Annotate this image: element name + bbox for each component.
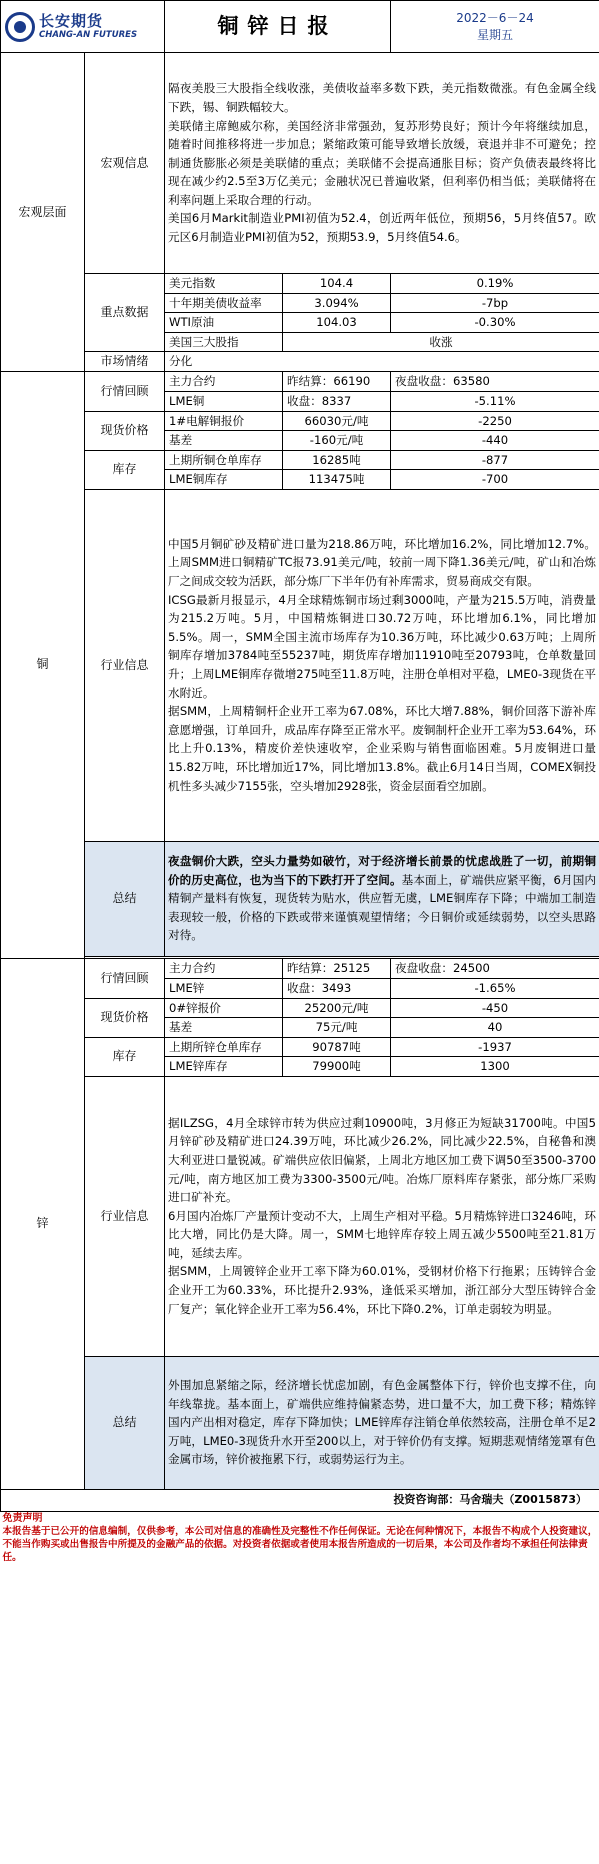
- disclaimer-block: [1, 1511, 599, 1564]
- copper-lme-stock-name: LME铜库存: [165, 470, 283, 490]
- zinc-industry-row: [1, 1076, 599, 1356]
- zinc-night-close: 夜盘收盘：24500: [391, 958, 599, 978]
- company-logo-icon: [5, 12, 35, 42]
- copper-spot-row: [1, 411, 599, 431]
- zinc-section-label: 锌: [1, 958, 85, 1489]
- zinc-shfe-stock-name: 上期所锌仓单库存: [165, 1037, 283, 1057]
- consultant-row: [1, 1489, 599, 1511]
- zinc-basis-value: 75元/吨: [283, 1018, 391, 1038]
- copper-summary-text: [165, 841, 599, 956]
- key-data-name: 美元指数: [165, 274, 283, 294]
- copper-summary-label: 总结: [85, 841, 165, 956]
- copper-summary-rest: 基本面上，矿端供应紧平衡，6月国内精铜产量料有恢复，现货转为贴水，供应暂无虞，LME铜库存下降；中端加工制造表现较一般，价格的下跌或带来谨慎观望情绪；今日铜价或延续弱势，以空头思路对待。: [168, 872, 596, 943]
- zinc-summary-text: 外围加息紧缩之际，经济增长忧虑加剧，有色金属整体下行，锌价也支撑不住，向年线靠拢。基本面上，矿端供应维持偏紧态势，进口量不大，加工费下移；精炼锌国内产出相对稳定，库存下降加快；LME锌库存注销仓单依然较高，注册仓单不足2万吨，LME0-3现货升水开至200以上，对于锌价仍有支撑。短期悲观情绪笼罩有色金属市场，锌价被拖累下行，或弱势运行为主。: [165, 1356, 599, 1489]
- copper-shfe-stock-name: 上期所铜仓单库存: [165, 450, 283, 470]
- macro-info-p2: 美联储主席鲍威尔称，美国经济非常强劲，复苏形势良好；预计今年将继续加息，随着时间推移将进一步加息；紧缩政策可能导致增长放缓，衰退并非不可避免；控制通货膨胀必须是美联储的重点；美联储不会提高通胀目标；资产负债表最终将比现在减少约2.5至3万亿美元；金融状况已普遍收紧，但利率仍相当低；美联储将在利率问题上采取合理的行动。: [168, 118, 596, 207]
- key-data-value: 收涨: [283, 332, 599, 352]
- zinc-lme-stock-change: 1300: [391, 1057, 599, 1077]
- key-data-name: WTI原油: [165, 313, 283, 333]
- key-data-change: -7bp: [391, 293, 599, 313]
- copper-section-label: 铜: [1, 371, 85, 958]
- zinc-industry-label: 行业信息: [85, 1076, 165, 1356]
- copper-spot-price: 66030元/吨: [283, 411, 391, 431]
- report-title: 铜锌日报: [165, 1, 391, 53]
- copper-review-label: 行情回顾: [85, 371, 165, 411]
- market-mood-value: 分化: [165, 352, 599, 372]
- zinc-summary-row: [1, 1356, 599, 1489]
- macro-info-text: [165, 53, 599, 274]
- disclaimer-title: 免责声明: [2, 1512, 43, 1524]
- copper-lme-stock-change: -700: [391, 470, 599, 490]
- consultant-info: 投资咨询部：马舍瑞夫（Z0015873）: [1, 1489, 599, 1511]
- market-mood-row: [1, 352, 599, 372]
- zinc-lme-name: LME锌: [165, 978, 283, 998]
- report-weekday: 星期五: [476, 27, 513, 42]
- copper-lme-close: 收盘：8337: [283, 391, 391, 411]
- copper-lme-change: -5.11%: [391, 391, 599, 411]
- copper-industry-p2: ICSG最新月报显示，4月全球精炼铜市场过剩3000吨，产量为215.5万吨，消费量为215.2万吨。5月，中国精炼铜进口30.72万吨，环比增加6.1%，同比增加5.5%。周一，SMM全国主流市场库存为10.36万吨，环比减少0.63万吨；上周所铜库存增加3784吨至55237吨，期货库存增加11910吨至20793吨，仓单数量回升；上周LME铜库存微增275吨至11.8万吨，注册仓单相对平稳，LME0-3现货在平水附近。: [168, 592, 596, 700]
- copper-basis-change: -440: [391, 431, 599, 451]
- zinc-stock-row: [1, 1037, 599, 1057]
- zinc-lme-close: 收盘：3493: [283, 978, 391, 998]
- zinc-spot-name: 0#锌报价: [165, 998, 283, 1018]
- zinc-lme-stock-name: LME锌库存: [165, 1057, 283, 1077]
- disclaimer-row: [1, 1511, 599, 1564]
- copper-industry-text: [165, 489, 599, 841]
- copper-night-close: 夜盘收盘：63580: [391, 371, 599, 391]
- key-data-change: -0.30%: [391, 313, 599, 333]
- zinc-spot-row: [1, 998, 599, 1018]
- company-name-cn: 长安期货: [39, 12, 104, 30]
- key-data-label: 重点数据: [85, 274, 165, 352]
- copper-summary-row: [1, 841, 599, 956]
- copper-shfe-stock-value: 16285吨: [283, 450, 391, 470]
- copper-summary-bold: 夜盘铜价大跌，空头力量势如破竹，对于经济增长前景的忧虑战胜了一切，前期铜价的历史高位，也为当下的下跌打开了空间。: [168, 854, 596, 887]
- key-data-value: 3.094%: [283, 293, 391, 313]
- zinc-main-contract: 主力合约: [165, 958, 283, 978]
- zinc-shfe-stock-change: -1937: [391, 1037, 599, 1057]
- company-name-en: CHANG-AN FUTURES: [39, 30, 138, 40]
- zinc-lme-change: -1.65%: [391, 978, 599, 998]
- copper-shfe-stock-change: -877: [391, 450, 599, 470]
- zinc-shfe-stock-value: 90787吨: [283, 1037, 391, 1057]
- zinc-stock-label: 库存: [85, 1037, 165, 1076]
- zinc-lme-stock-value: 79900吨: [283, 1057, 391, 1077]
- copper-basis-name: 基差: [165, 431, 283, 451]
- macro-info-row: [1, 53, 599, 274]
- zinc-summary-label: 总结: [85, 1356, 165, 1489]
- zinc-industry-text: [165, 1076, 599, 1356]
- disclaimer-text: 本报告基于已公开的信息编制，仅供参考，本公司对信息的准确性及完整性不作任何保证。无论在何种情况下，本报告不构成个人投资建议，不能当作购买或出售报告中所提及的金融产品的依据。对投资者依据或者使用本报告所造成的一切后果，本公司及作者均不承担任何法律责任。: [2, 1525, 598, 1563]
- macro-info-label: 宏观信息: [85, 53, 165, 274]
- copper-lme-stock-value: 113475吨: [283, 470, 391, 490]
- zinc-spot-change: -450: [391, 998, 599, 1018]
- zinc-spot-price: 25200元/吨: [283, 998, 391, 1018]
- copper-lme-name: LME铜: [165, 391, 283, 411]
- key-data-change: 0.19%: [391, 274, 599, 294]
- key-data-value: 104.03: [283, 313, 391, 333]
- copper-review-row: [1, 371, 599, 391]
- copper-industry-row: [1, 489, 599, 841]
- zinc-review-label: 行情回顾: [85, 958, 165, 998]
- zinc-industry-p2: 6月国内冶炼厂产量预计变动不大，上周生产相对平稳。5月精炼锌进口3246吨，环比大增，同比仍是大降。周一，SMM七地锌库存较上周五减少5500吨至21.81万吨，延续去库。: [168, 1208, 596, 1260]
- copper-industry-label: 行业信息: [85, 489, 165, 841]
- macro-info-p3: 美国6月Markit制造业PMI初值为52.4，创近两年低位，预期56，5月终值57。欧元区6月制造业PMI初值为52，预期53.9，5月终值54.6。: [168, 211, 596, 245]
- copper-main-contract: 主力合约: [165, 371, 283, 391]
- zinc-spot-label: 现货价格: [85, 998, 165, 1037]
- report-header: [1, 1, 599, 53]
- copper-spot-label: 现货价格: [85, 411, 165, 450]
- report-date: 2022－6－24: [456, 10, 534, 25]
- key-data-value: 104.4: [283, 274, 391, 294]
- macro-info-p1: 隔夜美股三大股指全线收涨，美债收益率多数下跌，美元指数微涨。有色金属全线下跌，锡、铜跌幅较大。: [168, 81, 596, 114]
- key-data-name: 十年期美债收益率: [165, 293, 283, 313]
- company-logo: [1, 2, 164, 52]
- copper-stock-row: [1, 450, 599, 470]
- key-data-name: 美国三大股指: [165, 332, 283, 352]
- zinc-basis-name: 基差: [165, 1018, 283, 1038]
- copper-stock-label: 库存: [85, 450, 165, 489]
- copper-basis-value: -160元/吨: [283, 431, 391, 451]
- market-mood-label: 市场情绪: [85, 352, 165, 372]
- copper-spot-change: -2250: [391, 411, 599, 431]
- zinc-basis-change: 40: [391, 1018, 599, 1038]
- key-data-row: [1, 274, 599, 294]
- copper-spot-name: 1#电解铜报价: [165, 411, 283, 431]
- report-date-cell: [391, 1, 599, 53]
- macro-section-label: 宏观层面: [1, 53, 85, 372]
- zinc-industry-p1: 据ILZSG，4月全球锌市转为供应过剩10900吨，3月修正为短缺31700吨。中国5月锌矿砂及精矿进口24.39万吨，环比减少26.2%，同比减少22.5%，自秘鲁和澳大利亚进口量锐减。矿端供应依旧偏紧，上周北方地区加工费下调50至3500-3700元/吨，南方地区加工费为3300-3500元/吨。冶炼厂原料库存紧张，部分炼厂采购进口矿补充。: [168, 1115, 596, 1205]
- copper-prev-settle: 昨结算：66190: [283, 371, 391, 391]
- copper-industry-p1: 中国5月铜矿砂及精矿进口量为218.86万吨，环比增加16.2%，同比增加12.7%。上周SMM进口铜精矿TC报73.91美元/吨，较前一周下降1.36美元/吨，矿山和冶炼厂之间成交较为活跃，部分炼厂下半年仍有补库需求，贸易商成交有限。: [168, 536, 596, 589]
- zinc-prev-settle: 昨结算：25125: [283, 958, 391, 978]
- copper-industry-p3: 据SMM，上周精铜杆企业开工率为67.08%，环比大增7.88%，铜价回落下游补库意愿增强，订单回升，成品库存降至正常水平。废铜制杆企业开工率为53.64%，环比上升0.13%，精废价差快速收窄，企业采购与销售面临困难。5月废铜进口量15.82万吨，环比增加近17%，同比增加13.8%。截止6月14日当周，COMEX铜投机性多头减少7155张，空头增加2928张，资金层面看空加剧。: [168, 704, 596, 793]
- zinc-review-row: [1, 958, 599, 978]
- logo-cell: [1, 1, 165, 53]
- zinc-industry-p3: 据SMM，上周镀锌企业开工率下降为60.01%，受钢材价格下行拖累；压铸锌合金企业开工为60.33%，环比提升2.93%，逢低采买增加，浙江部分大型压铸锌合金厂复产；氧化锌企业开工率为56.4%，环比下降0.2%，订单走弱较为明显。: [168, 1264, 596, 1316]
